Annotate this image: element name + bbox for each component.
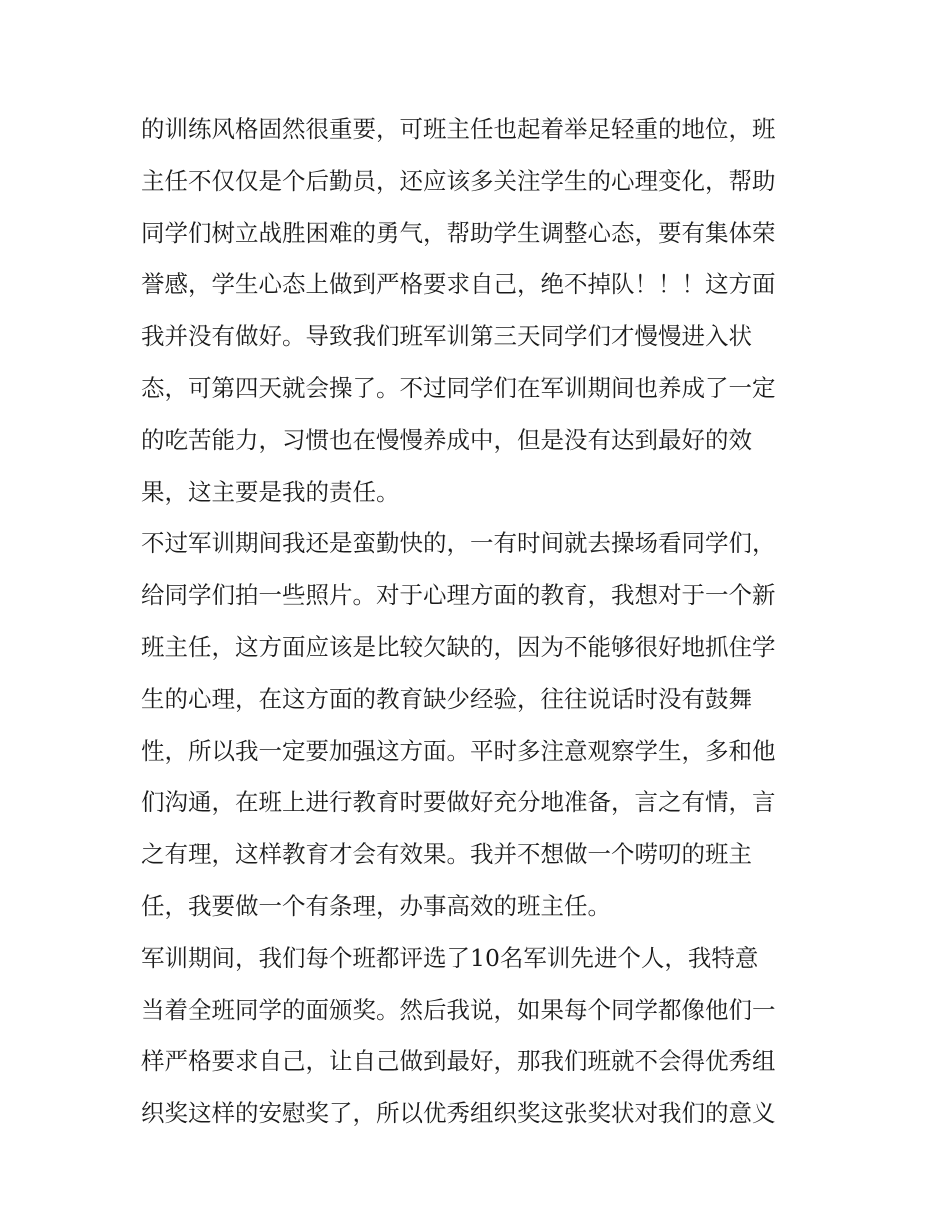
text-line: 给同学们拍一些照片。对于心理方面的教育，我想对于一个新 [141, 581, 776, 610]
text-line: 的吃苦能力，习惯也在慢慢养成中，但是没有达到最好的效 [141, 425, 752, 454]
text-line: 态，可第四天就会操了。不过同学们在军训期间也养成了一定 [141, 373, 776, 402]
text-line: 之有理，这样教育才会有效果。我并不想做一个唠叨的班主 [141, 840, 752, 869]
text-line: 我并没有做好。导致我们班军训第三天同学们才慢慢进入状 [141, 322, 752, 351]
text-line: 当着全班同学的面颁奖。然后我说，如果每个同学都像他们一 [141, 995, 776, 1024]
text-line: 果，这主要是我的责任。 [141, 477, 400, 506]
text-line: 班主任，这方面应该是比较欠缺的，因为不能够很好地抓住学 [141, 632, 776, 661]
text-line: 不过军训期间我还是蛮勤快的，一有时间就去操场看同学们， [141, 529, 776, 558]
text-line: 们沟通，在班上进行教育时要做好充分地准备，言之有情，言 [141, 788, 776, 817]
text-line: 誉感，学生心态上做到严格要求自己，绝不掉队！！！这方面 [141, 270, 776, 299]
text-line: 生的心理，在这方面的教育缺少经验，往往说话时没有鼓舞 [141, 684, 752, 713]
text-line: 同学们树立战胜困难的勇气，帮助学生调整心态，要有集体荣 [141, 218, 776, 247]
body-text [141, 104, 821, 1140]
text-line: 的训练风格固然很重要，可班主任也起着举足轻重的地位，班 [141, 115, 776, 143]
text-line: 织奖这样的安慰奖了，所以优秀组织奖这张奖状对我们的意义 [141, 1099, 776, 1128]
text-line: 任，我要做一个有条理，办事高效的班主任。 [141, 891, 611, 920]
text-line: 军训期间，我们每个班都评选了10名军训先进个人，我特意 [141, 943, 759, 972]
text-line: 主任不仅仅是个后勤员，还应该多关注学生的心理变化，帮助 [141, 166, 776, 195]
text-line: 性，所以我一定要加强这方面。平时多注意观察学生，多和他 [141, 736, 776, 765]
text-line: 样严格要求自己，让自己做到最好，那我们班就不会得优秀组 [141, 1047, 776, 1076]
